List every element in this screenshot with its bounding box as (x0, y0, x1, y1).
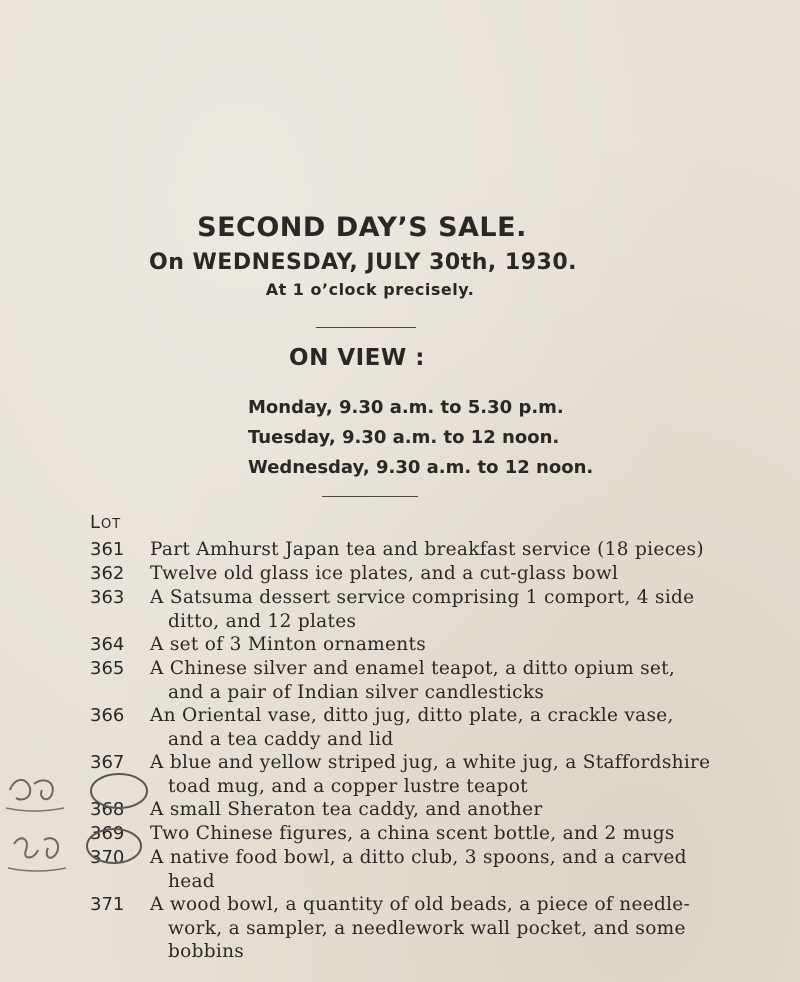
lot-description (150, 798, 740, 822)
lot-list (0, 538, 800, 964)
lot-description (150, 893, 740, 964)
lot-number: 365 (90, 658, 125, 679)
lot-description-line: ditto, and 12 plates (168, 610, 357, 632)
lot-number: 368 (90, 799, 125, 820)
lot-description-line: and a pair of Indian silver candlesticks (168, 681, 545, 703)
lot-item (0, 633, 800, 657)
lot-description (150, 657, 740, 704)
lot-item (0, 538, 800, 562)
view-time-monday: Monday, 9.30 a.m. to 5.30 p.m. (248, 397, 564, 418)
pencil-annotation-mark (4, 768, 154, 878)
lot-item (0, 893, 800, 964)
lot-description-line: Twelve old glass ice plates, and a cut-glass bowl (150, 563, 619, 584)
lot-column-header: Lot (90, 512, 122, 533)
lot-description (150, 586, 740, 633)
lot-description-line: An Oriental vase, ditto jug, ditto plate, a crackle vase, (150, 705, 674, 726)
sale-time: At 1 o’clock precisely. (265, 280, 475, 299)
lot-number: 371 (90, 894, 125, 915)
lot-number: 364 (90, 634, 125, 655)
lot-description-line: bobbins (168, 941, 245, 962)
lot-description-line: A blue and yellow striped jug, a white jug, a Staffordshire (150, 752, 711, 773)
divider-rule (316, 327, 416, 328)
lot-number: 366 (90, 705, 125, 726)
lot-description (150, 538, 740, 562)
lot-description-line: A small Sheraton tea caddy, and another (150, 799, 543, 820)
lot-description (150, 562, 740, 586)
view-time-tuesday: Tuesday, 9.30 a.m. to 12 noon. (248, 427, 560, 448)
lot-number: 369 (90, 823, 125, 844)
lot-description-line: and a tea caddy and lid (168, 728, 394, 750)
lot-number: 370 (90, 847, 125, 868)
lot-description-line: head (168, 870, 215, 892)
lot-number: 362 (90, 563, 125, 584)
lot-description-line: A set of 3 Minton ornaments (150, 634, 427, 655)
lot-description-line: A Satsuma dessert service comprising 1 comport, 4 side (150, 587, 695, 608)
divider-rule (322, 496, 418, 497)
lot-description-line: A Chinese silver and enamel teapot, a ditto opium set, (150, 658, 676, 679)
lot-description-line: A wood bowl, a quantity of old beads, a piece of needle- (150, 894, 691, 915)
view-title: ON VIEW : (289, 345, 425, 371)
lot-description (150, 846, 740, 893)
lot-number: 363 (90, 587, 125, 608)
lot-description-line: Two Chinese figures, a china scent bottle, and 2 mugs (150, 823, 675, 844)
lot-number: 361 (90, 539, 125, 560)
lot-number: 367 (90, 752, 125, 773)
view-time-wednesday: Wednesday, 9.30 a.m. to 12 noon. (248, 457, 594, 478)
lot-description (150, 822, 740, 846)
sale-date: On WEDNESDAY, JULY 30th, 1930. (149, 250, 577, 275)
lot-description-line: A native food bowl, a ditto club, 3 spoons, and a carved (150, 847, 687, 868)
lot-description-line: toad mug, and a copper lustre teapot (168, 775, 528, 797)
lot-item (0, 657, 800, 704)
lot-description-line: Part Amhurst Japan tea and breakfast service (18 pieces) (150, 539, 704, 560)
lot-description (150, 751, 740, 798)
lot-description (150, 704, 740, 751)
lot-item (0, 586, 800, 633)
lot-description (150, 633, 740, 657)
lot-item (0, 562, 800, 586)
lot-description-line: work, a sampler, a needlework wall pocket, and some (168, 917, 686, 939)
sale-title: SECOND DAY’S SALE. (197, 212, 527, 243)
lot-item (0, 704, 800, 751)
